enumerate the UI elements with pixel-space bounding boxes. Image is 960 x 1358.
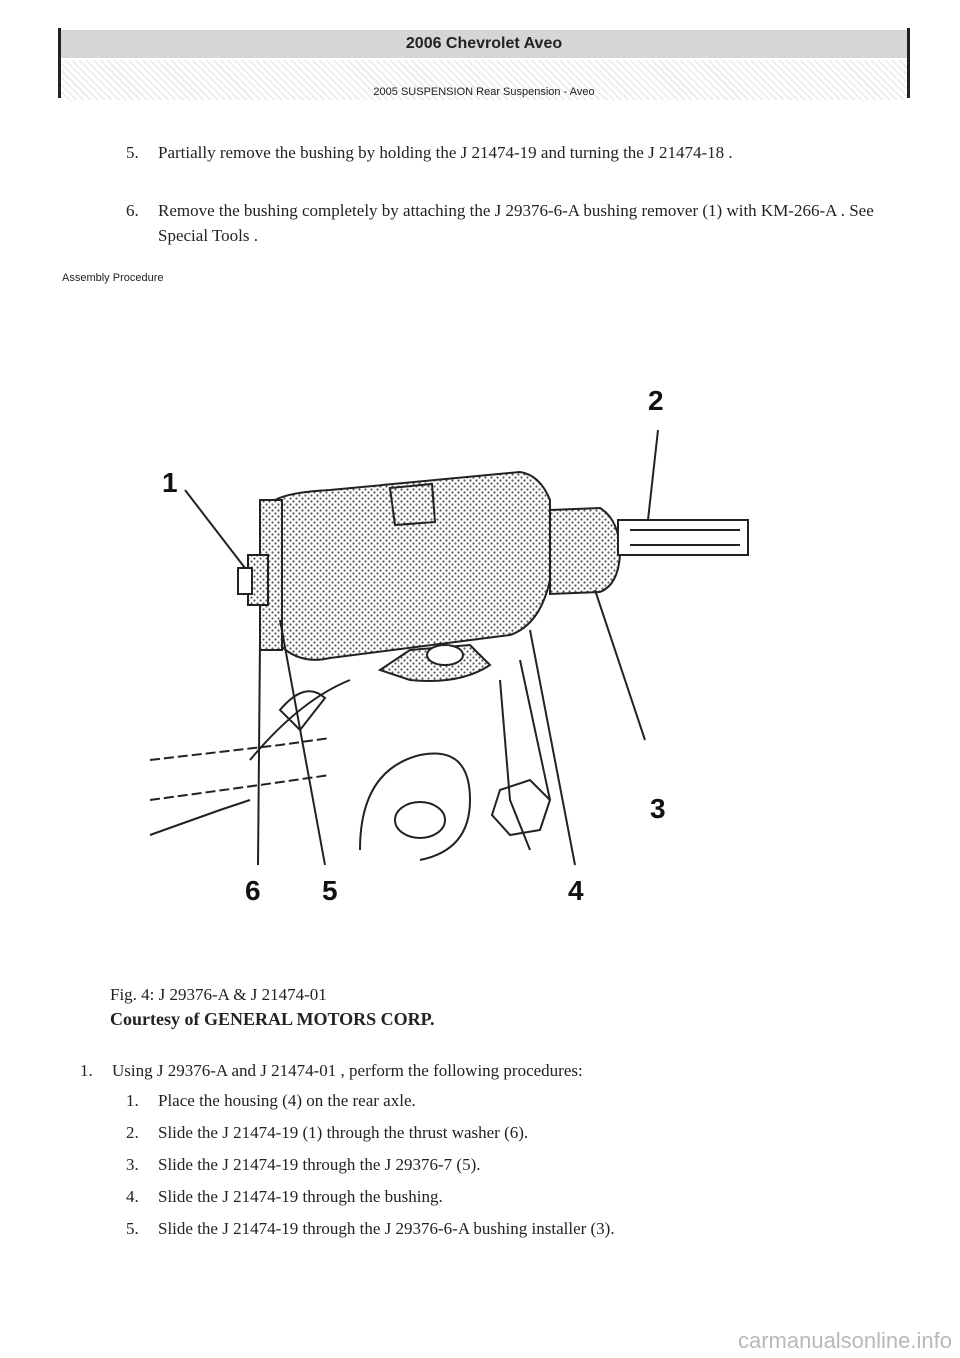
callout-5: 5 <box>322 875 338 906</box>
figure-caption <box>110 983 435 1031</box>
step-text: Slide the J 21474-19 (1) through the thrust washer (6). <box>158 1123 529 1142</box>
header-subtitle: 2005 SUSPENSION Rear Suspension - Aveo <box>373 86 595 98</box>
step-number: 5. <box>126 143 139 162</box>
figure-title: Fig. 4: J 29376-A & J 21474-01 <box>110 985 327 1004</box>
header-title: 2006 Chevrolet Aveo <box>61 30 907 58</box>
step-number: 5. <box>126 1219 139 1238</box>
step-number: 1. <box>80 1061 93 1080</box>
step-number: 6. <box>126 201 139 220</box>
callout-2: 2 <box>648 385 664 416</box>
step-number: 4. <box>126 1187 139 1206</box>
callout-6: 6 <box>245 875 261 906</box>
housing <box>275 472 550 681</box>
step-text: Place the housing (4) on the rear axle. <box>158 1091 416 1110</box>
step-text: Slide the J 21474-19 through the J 29376-6-A bushing installer (3). <box>158 1219 615 1238</box>
tool-diagram <box>130 380 850 910</box>
callout-4: 4 <box>568 875 584 906</box>
step-text: Remove the bushing completely by attaching the J 29376-6-A bushing remover (1) with KM-266-A . See Special Tools . <box>158 201 874 245</box>
figure-credit: Courtesy of GENERAL MOTORS CORP. <box>110 1009 435 1029</box>
watermark: carmanualsonline.info <box>737 1328 952 1353</box>
step-text: Using J 29376-A and J 21474-01 , perform the following procedures: <box>112 1061 583 1080</box>
step-number: 3. <box>126 1155 139 1174</box>
installer-shaft <box>550 508 748 594</box>
section-label: Assembly Procedure <box>62 272 164 284</box>
document-header <box>58 28 910 98</box>
callout-3: 3 <box>650 793 666 824</box>
step-text: Slide the J 21474-19 through the J 29376-7 (5). <box>158 1155 481 1174</box>
figure-illustration <box>130 380 850 910</box>
callout-1: 1 <box>162 467 178 498</box>
washer-spacer <box>238 500 282 650</box>
step-text: Partially remove the bushing by holding the J 21474-19 and turning the J 21474-18 . <box>158 143 733 162</box>
step-number: 2. <box>126 1123 139 1142</box>
axle-linework <box>150 660 550 860</box>
step-text: Slide the J 21474-19 through the bushing. <box>158 1187 443 1206</box>
step-number: 1. <box>126 1091 139 1110</box>
